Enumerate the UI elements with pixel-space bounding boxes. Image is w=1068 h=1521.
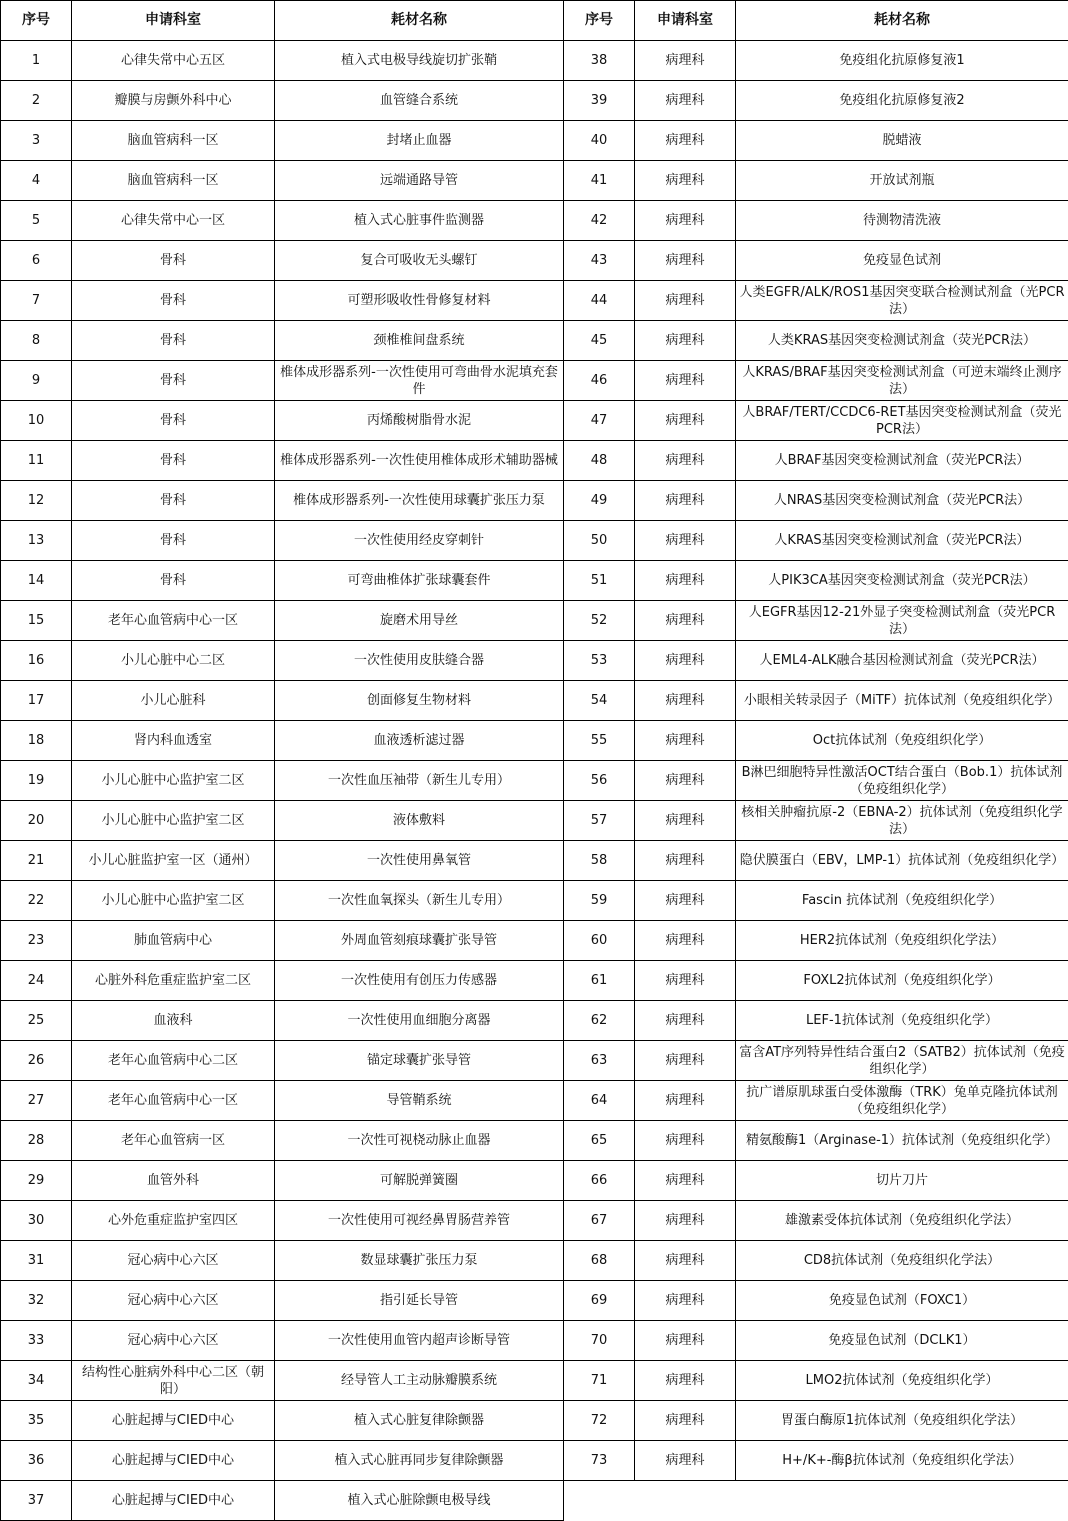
row-index-right: 39 [564,81,635,121]
row-index-right: 64 [564,1081,635,1121]
row-item-name-right: H+/K+-酶β抗体试剂（免疫组织化学法） [736,1441,1068,1481]
row-department-right: 病理科 [635,41,736,81]
row-item-name: 血管缝合系统 [275,81,564,121]
row-item-name: 植入式电极导线旋切扩张鞘 [275,41,564,81]
row-index-right: 40 [564,121,635,161]
row-item-name: 复合可吸收无头螺钉 [275,241,564,281]
table-row [1,1321,1068,1361]
row-item-name: 丙烯酸树脂骨水泥 [275,401,564,441]
row-department: 脑血管病科一区 [72,121,275,161]
row-item-name-right: 雄激素受体抗体试剂（免疫组织化学法） [736,1201,1068,1241]
row-item-name: 指引延长导管 [275,1281,564,1321]
row-item-name: 一次性可视桡动脉止血器 [275,1121,564,1161]
row-department: 小儿心脏中心二区 [72,641,275,681]
row-item-name: 封堵止血器 [275,121,564,161]
row-item-name: 植入式心脏除颤电极导线 [275,1481,564,1521]
header-index: 序号 [1,1,72,41]
table-row [1,1241,1068,1281]
row-index-right: 62 [564,1001,635,1041]
row-index: 34 [1,1361,72,1401]
header-department: 申请科室 [72,1,275,41]
row-index-right: 65 [564,1121,635,1161]
row-item-name: 导管鞘系统 [275,1081,564,1121]
row-department: 老年心血管病一区 [72,1121,275,1161]
table-row [1,361,1068,401]
row-department-right: 病理科 [635,401,736,441]
table-row [1,881,1068,921]
row-department: 小儿心脏中心监护室二区 [72,881,275,921]
row-index-right: 67 [564,1201,635,1241]
row-index-right: 50 [564,521,635,561]
row-index: 16 [1,641,72,681]
row-item-name-right: 精氨酸酶1（Arginase-1）抗体试剂（免疫组织化学） [736,1121,1068,1161]
row-item-name: 可解脱弹簧圈 [275,1161,564,1201]
row-department-right: 病理科 [635,1401,736,1441]
row-item-name: 植入式心脏复律除颤器 [275,1401,564,1441]
header-item-name: 耗材名称 [275,1,564,41]
row-item-name-right: 人BRAF/TERT/CCDC6-RET基因突变检测试剂盒（荧光PCR法） [736,401,1068,441]
table-row [1,681,1068,721]
row-index-right: 43 [564,241,635,281]
row-item-name: 一次性使用血管内超声诊断导管 [275,1321,564,1361]
header-item-name-right: 耗材名称 [736,1,1068,41]
row-index-right: 53 [564,641,635,681]
row-index: 1 [1,41,72,81]
row-item-name-right: Oct抗体试剂（免疫组织化学） [736,721,1068,761]
row-item-name: 植入式心脏再同步复律除颤器 [275,1441,564,1481]
row-department: 冠心病中心六区 [72,1321,275,1361]
row-index: 15 [1,601,72,641]
row-department-right: 病理科 [635,1081,736,1121]
row-index: 12 [1,481,72,521]
row-index: 2 [1,81,72,121]
row-item-name-right: 切片刀片 [736,1161,1068,1201]
table-row [1,401,1068,441]
row-item-name-right: FOXL2抗体试剂（免疫组织化学） [736,961,1068,1001]
row-item-name-right: 开放试剂瓶 [736,161,1068,201]
row-item-name-right: Fascin 抗体试剂（免疫组织化学） [736,881,1068,921]
row-item-name: 一次性使用鼻氧管 [275,841,564,881]
row-department-right: 病理科 [635,921,736,961]
table-row [1,161,1068,201]
row-item-name-right: 人类KRAS基因突变检测试剂盒（荧光PCR法） [736,321,1068,361]
table-row [1,761,1068,801]
row-index-right: 41 [564,161,635,201]
row-item-name: 血液透析滤过器 [275,721,564,761]
row-item-name-right: 人EML4-ALK融合基因检测试剂盒（荧光PCR法） [736,641,1068,681]
row-department: 心脏起搏与CIED中心 [72,1401,275,1441]
row-index: 4 [1,161,72,201]
table-row [1,641,1068,681]
row-department: 骨科 [72,321,275,361]
row-item-name: 椎体成形器系列-一次性使用球囊扩张压力泵 [275,481,564,521]
row-department: 血液科 [72,1001,275,1041]
table-row [1,481,1068,521]
row-department-right: 病理科 [635,721,736,761]
table-row [1,721,1068,761]
table-row [1,561,1068,601]
row-index-right: 60 [564,921,635,961]
row-index: 36 [1,1441,72,1481]
row-index: 23 [1,921,72,961]
row-department-right: 病理科 [635,1441,736,1481]
row-item-name-right: 人KRAS基因突变检测试剂盒（荧光PCR法） [736,521,1068,561]
row-department: 冠心病中心六区 [72,1281,275,1321]
row-item-name: 椎体成形器系列-一次性使用可弯曲骨水泥填充套件 [275,361,564,401]
row-department-right: 病理科 [635,361,736,401]
row-department-right: 病理科 [635,1001,736,1041]
row-index: 32 [1,1281,72,1321]
row-item-name-right: LMO2抗体试剂（免疫组织化学） [736,1361,1068,1401]
row-department-right: 病理科 [635,761,736,801]
row-item-name-right: 免疫显色试剂（FOXC1） [736,1281,1068,1321]
row-item-name-right: 人PIK3CA基因突变检测试剂盒（荧光PCR法） [736,561,1068,601]
row-item-name: 经导管人工主动脉瓣膜系统 [275,1361,564,1401]
row-department: 血管外科 [72,1161,275,1201]
row-item-name-right: HER2抗体试剂（免疫组织化学法） [736,921,1068,961]
row-item-name-right: 胃蛋白酶原1抗体试剂（免疫组织化学法） [736,1401,1068,1441]
row-department: 心律失常中心五区 [72,41,275,81]
row-index-right: 51 [564,561,635,601]
row-item-name-right: 人BRAF基因突变检测试剂盒（荧光PCR法） [736,441,1068,481]
row-index: 30 [1,1201,72,1241]
table-row [1,801,1068,841]
row-index: 25 [1,1001,72,1041]
row-item-name-right: 抗广谱原肌球蛋白受体激酶（TRK）兔单克隆抗体试剂（免疫组织化学） [736,1081,1068,1121]
table-row [1,841,1068,881]
row-index-right: 66 [564,1161,635,1201]
row-item-name: 一次性使用有创压力传感器 [275,961,564,1001]
row-item-name: 旋磨术用导丝 [275,601,564,641]
row-index: 37 [1,1481,72,1521]
row-index-right: 49 [564,481,635,521]
row-index: 11 [1,441,72,481]
row-index-right: 46 [564,361,635,401]
row-department: 瓣膜与房颤外科中心 [72,81,275,121]
row-department: 老年心血管病中心一区 [72,1081,275,1121]
row-department: 小儿心脏监护室一区（通州） [72,841,275,881]
row-index: 13 [1,521,72,561]
row-department: 骨科 [72,401,275,441]
row-index-right: 57 [564,801,635,841]
row-item-name-right: 免疫显色试剂 [736,241,1068,281]
row-department: 骨科 [72,481,275,521]
row-department-right: 病理科 [635,521,736,561]
row-department: 小儿心脏科 [72,681,275,721]
row-item-name-right: 隐伏膜蛋白（EBV，LMP-1）抗体试剂（免疫组织化学） [736,841,1068,881]
row-index-right: 59 [564,881,635,921]
table-row [1,41,1068,81]
table-row [1,1121,1068,1161]
row-department-right: 病理科 [635,961,736,1001]
row-index: 20 [1,801,72,841]
row-index-right: 55 [564,721,635,761]
row-department-right: 病理科 [635,881,736,921]
row-department: 小儿心脏中心监护室二区 [72,801,275,841]
row-index-right: 73 [564,1441,635,1481]
row-item-name-right: 免疫组化抗原修复液1 [736,41,1068,81]
row-index-right: 38 [564,41,635,81]
row-department: 心脏起搏与CIED中心 [72,1481,275,1521]
row-department: 老年心血管病中心二区 [72,1041,275,1081]
row-item-name-right: 人KRAS/BRAF基因突变检测试剂盒（可逆末端终止测序法） [736,361,1068,401]
row-item-name: 液体敷料 [275,801,564,841]
row-index-right: 48 [564,441,635,481]
table-row [1,1001,1068,1041]
row-department: 骨科 [72,521,275,561]
row-department: 冠心病中心六区 [72,1241,275,1281]
table-row [1,201,1068,241]
header-row [1,1,1068,41]
row-department-right: 病理科 [635,801,736,841]
row-department-right: 病理科 [635,681,736,721]
row-index-right: 61 [564,961,635,1001]
row-index: 6 [1,241,72,281]
row-index: 19 [1,761,72,801]
row-item-name-right: CD8抗体试剂（免疫组织化学法） [736,1241,1068,1281]
table-row [1,281,1068,321]
row-department-right: 病理科 [635,1121,736,1161]
table-row [1,521,1068,561]
row-department-right: 病理科 [635,1241,736,1281]
row-index-right: 58 [564,841,635,881]
row-item-name: 外周血管刻痕球囊扩张导管 [275,921,564,961]
row-index: 7 [1,281,72,321]
row-item-name: 植入式心脏事件监测器 [275,201,564,241]
table-row [1,1361,1068,1401]
row-item-name: 锚定球囊扩张导管 [275,1041,564,1081]
table-row [1,1401,1068,1441]
row-item-name: 一次性使用经皮穿刺针 [275,521,564,561]
table-row [1,81,1068,121]
row-department-right: 病理科 [635,201,736,241]
row-department: 心律失常中心一区 [72,201,275,241]
row-department: 骨科 [72,281,275,321]
row-index: 5 [1,201,72,241]
row-department-right: 病理科 [635,241,736,281]
row-index: 3 [1,121,72,161]
table-row [1,1161,1068,1201]
row-index: 28 [1,1121,72,1161]
row-index: 10 [1,401,72,441]
row-department-right: 病理科 [635,281,736,321]
row-department-right: 病理科 [635,1361,736,1401]
row-item-name-right: 免疫显色试剂（DCLK1） [736,1321,1068,1361]
row-index-right: 47 [564,401,635,441]
row-index: 27 [1,1081,72,1121]
table-row [1,1081,1068,1121]
table-row [1,601,1068,641]
row-department-right: 病理科 [635,321,736,361]
row-department: 小儿心脏中心监护室二区 [72,761,275,801]
row-index: 22 [1,881,72,921]
row-item-name: 远端通路导管 [275,161,564,201]
row-department: 肾内科血透室 [72,721,275,761]
table-row [1,921,1068,961]
row-index-right: 44 [564,281,635,321]
row-department: 心外危重症监护室四区 [72,1201,275,1241]
row-index: 33 [1,1321,72,1361]
row-index: 21 [1,841,72,881]
row-index-right: 69 [564,1281,635,1321]
row-department: 骨科 [72,561,275,601]
row-department: 骨科 [72,241,275,281]
row-department-right: 病理科 [635,1321,736,1361]
row-department: 结构性心脏病外科中心二区（朝阳） [72,1361,275,1401]
row-department-right: 病理科 [635,561,736,601]
row-department-right: 病理科 [635,1281,736,1321]
row-item-name-right: 待测物清洗液 [736,201,1068,241]
table-row [1,1281,1068,1321]
row-department-right: 病理科 [635,641,736,681]
row-item-name: 可塑形吸收性骨修复材料 [275,281,564,321]
row-item-name-right: B淋巴细胞特异性激活OCT结合蛋白（Bob.1）抗体试剂（免疫组织化学） [736,761,1068,801]
row-department: 心脏起搏与CIED中心 [72,1441,275,1481]
row-index-right: 71 [564,1361,635,1401]
row-item-name-right: 脱蜡液 [736,121,1068,161]
table-row [1,321,1068,361]
table-row [1,1481,1068,1521]
row-item-name-right: 富含AT序列特异性结合蛋白2（SATB2）抗体试剂（免疫组织化学） [736,1041,1068,1081]
row-department: 肺血管病中心 [72,921,275,961]
row-department-right: 病理科 [635,81,736,121]
row-department: 骨科 [72,441,275,481]
row-department-right: 病理科 [635,1041,736,1081]
row-index: 35 [1,1401,72,1441]
row-index: 24 [1,961,72,1001]
row-item-name: 椎体成形器系列-一次性使用椎体成形术辅助器械 [275,441,564,481]
row-department-right: 病理科 [635,121,736,161]
row-department-right: 病理科 [635,441,736,481]
row-department: 脑血管病科一区 [72,161,275,201]
row-index-right: 42 [564,201,635,241]
row-item-name-right: 人类EGFR/ALK/ROS1基因突变联合检测试剂盒（光PCR法） [736,281,1068,321]
table-row [1,241,1068,281]
row-item-name: 颈椎椎间盘系统 [275,321,564,361]
row-index-right: 72 [564,1401,635,1441]
row-index-right: 52 [564,601,635,641]
row-item-name: 数显球囊扩张压力泵 [275,1241,564,1281]
row-item-name: 创面修复生物材料 [275,681,564,721]
row-item-name: 一次性使用皮肤缝合器 [275,641,564,681]
row-item-name-right: LEF-1抗体试剂（免疫组织化学） [736,1001,1068,1041]
row-department: 老年心血管病中心一区 [72,601,275,641]
row-department: 骨科 [72,361,275,401]
row-department-right: 病理科 [635,601,736,641]
row-index: 9 [1,361,72,401]
row-item-name-right: 人NRAS基因突变检测试剂盒（荧光PCR法） [736,481,1068,521]
row-index-right: 68 [564,1241,635,1281]
table-row [1,1201,1068,1241]
row-index: 8 [1,321,72,361]
row-index-right: 63 [564,1041,635,1081]
row-department-right: 病理科 [635,481,736,521]
row-item-name-right: 核相关肿瘤抗原-2（EBNA-2）抗体试剂（免疫组织化学法） [736,801,1068,841]
row-index-right: 70 [564,1321,635,1361]
header-index-right: 序号 [564,1,635,41]
table-row [1,441,1068,481]
row-index: 14 [1,561,72,601]
row-department-right: 病理科 [635,1161,736,1201]
row-item-name: 可弯曲椎体扩张球囊套件 [275,561,564,601]
header-department-right: 申请科室 [635,1,736,41]
row-index-right: 45 [564,321,635,361]
empty-cell [564,1481,1068,1521]
row-item-name: 一次性使用可视经鼻胃肠营养管 [275,1201,564,1241]
row-item-name-right: 免疫组化抗原修复液2 [736,81,1068,121]
table-row [1,121,1068,161]
row-department-right: 病理科 [635,841,736,881]
table-row [1,1041,1068,1081]
row-department-right: 病理科 [635,1201,736,1241]
row-item-name-right: 小眼相关转录因子（MiTF）抗体试剂（免疫组织化学） [736,681,1068,721]
row-index: 18 [1,721,72,761]
row-department-right: 病理科 [635,161,736,201]
row-index-right: 56 [564,761,635,801]
row-index: 29 [1,1161,72,1201]
row-department: 心脏外科危重症监护室二区 [72,961,275,1001]
row-item-name-right: 人EGFR基因12-21外显子突变检测试剂盒（荧光PCR法） [736,601,1068,641]
row-index-right: 54 [564,681,635,721]
table-row [1,1441,1068,1481]
row-index: 31 [1,1241,72,1281]
row-index: 26 [1,1041,72,1081]
row-index: 17 [1,681,72,721]
row-item-name: 一次性使用血细胞分离器 [275,1001,564,1041]
table-row [1,961,1068,1001]
row-item-name: 一次性血氧探头（新生儿专用） [275,881,564,921]
row-item-name: 一次性血压袖带（新生儿专用） [275,761,564,801]
